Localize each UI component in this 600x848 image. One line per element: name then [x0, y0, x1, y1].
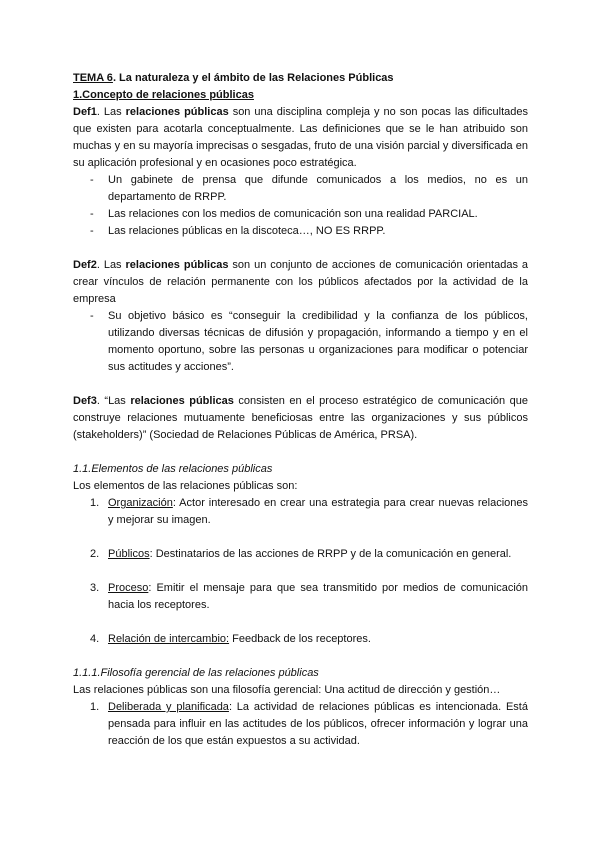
list-item	[73, 631, 528, 648]
document-title	[73, 70, 528, 87]
item-number: 4.	[90, 633, 100, 645]
bullet-text: Las relaciones con los medios de comunicación son una realidad PARCIAL.	[108, 208, 478, 220]
item-text: Feedback de los receptores.	[229, 633, 371, 645]
list-item	[73, 172, 528, 206]
item-number: 2.	[90, 548, 100, 560]
def2-paragraph	[73, 257, 528, 308]
philosophy-list	[73, 699, 528, 750]
item-term: Deliberada y planificada	[108, 701, 229, 713]
item-text: : Actor interesado en crear una estrategia para crear nuevas relaciones y mejorar su imagen.	[108, 497, 528, 526]
item-term: Públicos	[108, 548, 150, 560]
def3-paragraph	[73, 393, 528, 444]
elements-list	[73, 495, 528, 648]
item-text: : La actividad de relaciones públicas es intencionada. Está pensada para influir en las actitudes de los públicos, ofrecer información y lograr una reacción de los que están expuestos a su actividad.	[108, 701, 528, 747]
item-number: 1.	[90, 701, 100, 713]
list-item	[73, 580, 528, 614]
title-text: . La naturaleza y el ámbito de las Relaciones Públicas	[112, 72, 394, 84]
def1-term: relaciones públicas	[125, 106, 229, 118]
list-item	[73, 308, 528, 376]
item-term: Proceso	[108, 582, 149, 594]
bullet-text: Su objetivo básico es “conseguir la credibilidad y la confianza de los públicos, utilizando diversas técnicas de difusión y propagación, informando a tiempo y en el momento oportuno, sobre las personas u organizaciones para modificar o potenciar sus actitudes y acciones”.	[108, 310, 528, 373]
def3-label: Def3	[73, 395, 97, 407]
list-item	[73, 495, 528, 529]
def2-pre: . Las	[96, 259, 126, 271]
item-number: 3.	[90, 582, 100, 594]
def1-label: Def1	[73, 106, 97, 118]
title-tema: TEMA 6	[73, 72, 113, 84]
def2-term: relaciones públicas	[125, 259, 229, 271]
dash-bullet: -	[90, 174, 94, 186]
def3-text: consisten en el proceso estratégico de comunicación que construye relaciones mutuamente beneficiosas entre las organizaciones y sus públicos (stakeholders)” (Sociedad de Relaciones Públicas de América, PRSA).	[73, 395, 528, 441]
section-1-1-1-heading: 1.1.1.Filosofía gerencial de las relaciones públicas	[73, 667, 319, 679]
def2-text: son un conjunto de acciones de comunicación orientadas a crear vínculos de relación permanente con los públicos afectados por la actividad de la empresa	[73, 259, 529, 305]
item-text: : Destinatarios de las acciones de RRPP y de la comunicación en general.	[149, 548, 512, 560]
bullet-text: Las relaciones públicas en la discoteca…, NO ES RRPP.	[108, 225, 386, 237]
item-number: 1.	[90, 497, 100, 509]
dash-bullet: -	[90, 310, 94, 322]
item-text: : Emitir el mensaje para que sea transmitido por medios de comunicación hacia los receptores.	[108, 582, 528, 611]
item-term: Relación de intercambio:	[108, 633, 230, 645]
list-item	[73, 546, 528, 563]
dash-bullet: -	[90, 225, 94, 237]
bullet-text: Un gabinete de prensa que difunde comunicados a los medios, no es un departamento de RRPP.	[108, 174, 528, 203]
item-term: Organización	[108, 497, 173, 509]
dash-bullet: -	[90, 208, 94, 220]
def1-paragraph	[73, 104, 528, 172]
section-1-1-heading: 1.1.Elementos de las relaciones públicas	[73, 463, 273, 475]
def3-pre: . “Las	[96, 395, 131, 407]
def3-term: relaciones públicas	[130, 395, 234, 407]
def1-pre: . Las	[96, 106, 126, 118]
def1-text: son una disciplina compleja y no son pocas las dificultades que existen para acotarla conceptualmente. Las definiciones que se le han atribuido son muchas y en su mayoría imprecisas o sesgadas, fruto de una visión parcial y diversificada en su aplicación profesional y en ocasiones poco estratégica.	[73, 106, 528, 169]
section-1-1-1-intro: Las relaciones públicas son una filosofía gerencial: Una actitud de dirección y gestión…	[73, 684, 501, 696]
section-1-heading: 1.Concepto de relaciones públicas	[73, 89, 254, 101]
section-1-1-intro: Los elementos de las relaciones públicas son:	[73, 480, 298, 492]
def1-bullets	[73, 172, 528, 240]
def2-label: Def2	[73, 259, 97, 271]
list-item	[73, 206, 528, 223]
document-page	[73, 70, 528, 750]
def2-bullets	[73, 308, 528, 376]
list-item	[73, 223, 528, 240]
list-item	[73, 699, 528, 750]
